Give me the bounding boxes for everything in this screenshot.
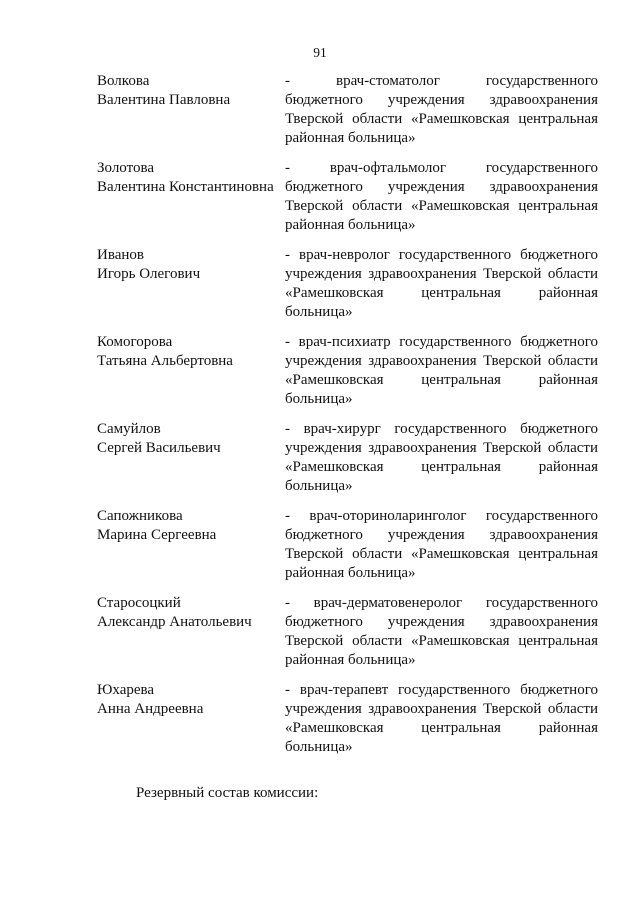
position-line: Тверской области «Рамешковская центральная [285, 198, 598, 214]
member-position [285, 507, 598, 594]
member-given-names: Игорь Олегович [97, 266, 201, 282]
member-name [0, 681, 285, 768]
position-line: - врач-хирург государственного бюджетного [285, 421, 598, 437]
position-line: районная больница» [285, 217, 416, 233]
member-given-names: Марина Сергеевна [97, 527, 217, 543]
position-line: - врач-стоматолог государственного [285, 73, 598, 89]
member-given-names: Валентина Константиновна [97, 179, 274, 195]
position-line: Тверской области «Рамешковская центральная [285, 546, 598, 562]
member-position [285, 594, 598, 681]
member-entry [0, 246, 640, 333]
position-line: учреждения здравоохранения Тверской области [285, 266, 598, 282]
commission-members-list [0, 72, 640, 768]
member-name [0, 333, 285, 420]
member-surname: Иванов [97, 247, 144, 263]
position-line: учреждения здравоохранения Тверской области [285, 440, 598, 456]
member-given-names: Александр Анатольевич [97, 614, 252, 630]
member-surname: Самуйлов [97, 421, 161, 437]
position-line: «Рамешковская центральная районная [285, 285, 598, 301]
member-name [0, 420, 285, 507]
position-line: - врач-невролог государственного бюджетного [285, 247, 598, 263]
position-line: бюджетного учреждения здравоохранения [285, 527, 598, 543]
member-name [0, 246, 285, 333]
member-name [0, 159, 285, 246]
member-entry [0, 681, 640, 768]
position-line: районная больница» [285, 652, 416, 668]
page-number: 91 [313, 45, 327, 60]
member-given-names: Татьяна Альбертовна [97, 353, 233, 369]
member-position [285, 420, 598, 507]
member-position [285, 681, 598, 768]
member-entry [0, 594, 640, 681]
position-line: «Рамешковская центральная районная [285, 459, 598, 475]
member-surname: Комогорова [97, 334, 173, 350]
member-position [285, 72, 598, 159]
member-entry [0, 507, 640, 594]
member-given-names: Сергей Васильевич [97, 440, 221, 456]
position-line: районная больница» [285, 565, 416, 581]
member-entry [0, 420, 640, 507]
position-line: больница» [285, 391, 353, 407]
position-line: Тверской области «Рамешковская центральная [285, 111, 598, 127]
position-line: бюджетного учреждения здравоохранения [285, 92, 598, 108]
position-line: учреждения здравоохранения Тверской области [285, 701, 598, 717]
member-entry [0, 72, 640, 159]
member-surname: Староcоцкий [97, 595, 181, 611]
member-position [285, 333, 598, 420]
reserve-composition-heading: Резервный состав комиссии: [136, 785, 319, 801]
member-name [0, 507, 285, 594]
position-line: больница» [285, 304, 353, 320]
member-surname: Золотова [97, 160, 155, 176]
position-line: районная больница» [285, 130, 416, 146]
position-line: бюджетного учреждения здравоохранения [285, 179, 598, 195]
position-line: - врач-офтальмолог государственного [285, 160, 598, 176]
position-line: больница» [285, 478, 353, 494]
position-line: - врач-терапевт государственного бюджетного [285, 682, 598, 698]
position-line: Тверской области «Рамешковская центральная [285, 633, 598, 649]
position-line: - врач-оториноларинголог государственного [285, 508, 598, 524]
position-line: - врач-психиатр государственного бюджетного [285, 334, 598, 350]
position-line: «Рамешковская центральная районная [285, 720, 598, 736]
member-given-names: Анна Андреевна [97, 701, 204, 717]
member-name [0, 594, 285, 681]
member-given-names: Валентина Павловна [97, 92, 231, 108]
member-position [285, 246, 598, 333]
member-surname: Сапожникова [97, 508, 183, 524]
position-line: больница» [285, 739, 353, 755]
position-line: - врач-дерматовенеролог государственного [285, 595, 598, 611]
member-position [285, 159, 598, 246]
position-line: учреждения здравоохранения Тверской области [285, 353, 598, 369]
member-surname: Юхарева [97, 682, 155, 698]
member-name [0, 72, 285, 159]
member-entry [0, 159, 640, 246]
position-line: бюджетного учреждения здравоохранения [285, 614, 598, 630]
member-entry [0, 333, 640, 420]
position-line: «Рамешковская центральная районная [285, 372, 598, 388]
member-surname: Волкова [97, 73, 150, 89]
